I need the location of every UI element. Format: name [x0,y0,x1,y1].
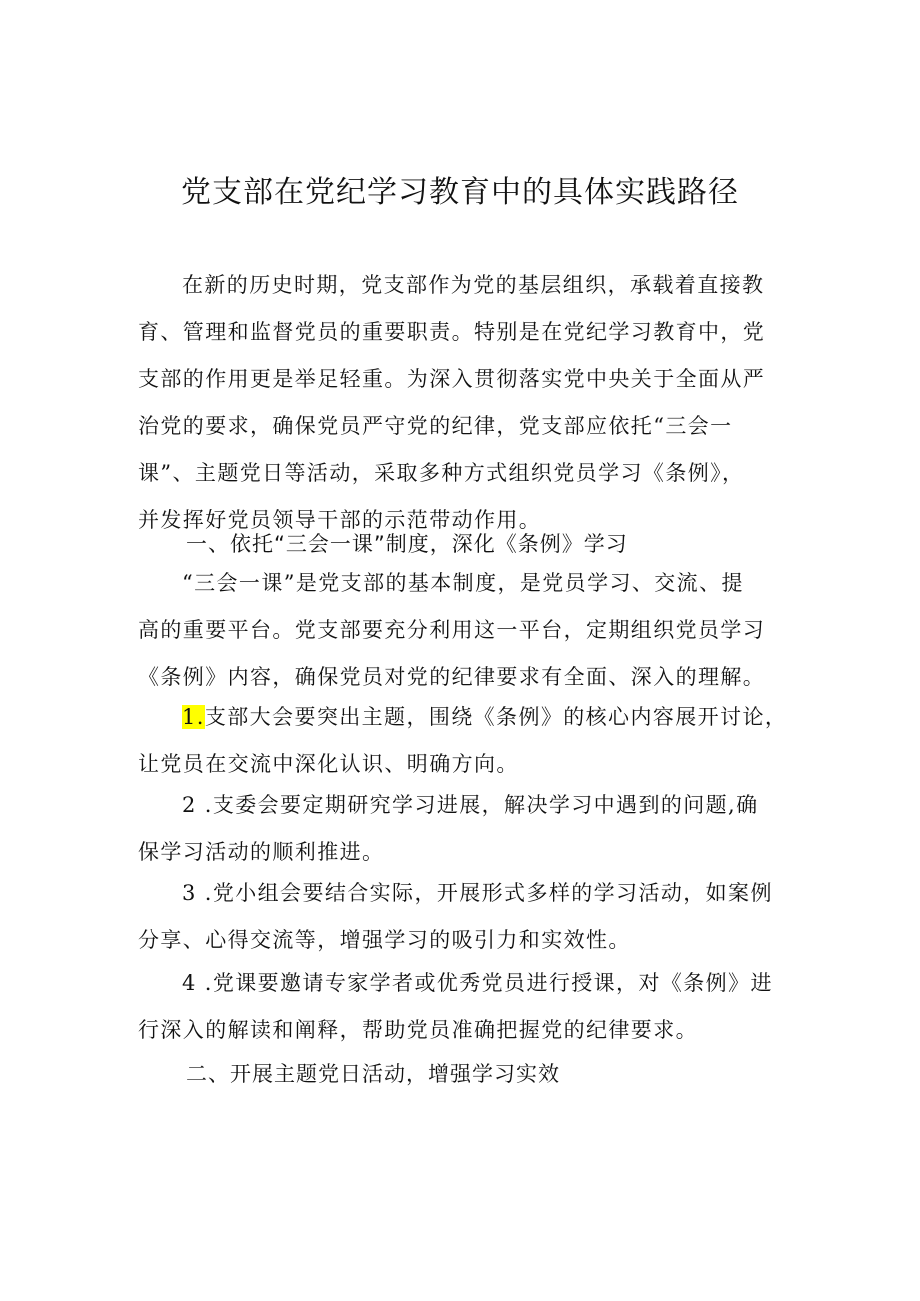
section1-intro-line: 《条例》内容，确保党员对党的纪律要求有全面、深入的理解。 [138,665,766,689]
list-item-2-number: 2 [182,793,197,817]
list-item-2-line2: 保学习活动的顺利推进。 [138,840,385,864]
document-title: 党支部在党纪学习教育中的具体实践路径 [181,175,739,210]
intro-line: 并发挥好党员领导干部的示范带动作用。 [138,508,542,532]
intro-line: 支部的作用更是举足轻重。为深入贯彻落实党中央关于全面从严 [138,367,766,391]
list-item-3-line2: 分享、心得交流等，增强学习的吸引力和实效性。 [138,928,631,952]
list-item-1-text: 支部大会要突出主题，围绕《条例》的核心内容展开讨论， [204,705,788,729]
intro-line: 课”、主题党日等活动，采取多种方式组织党员学习《条例》， [138,461,745,485]
list-item-1-line2: 让党员在交流中深化认识、明确方向。 [138,752,519,776]
section2-heading: 二、开展主题党日活动，增强学习实效 [186,1062,560,1086]
intro-line: 治党的要求，确保党员严守党的纪律，党支部应依托“三会一 [138,414,733,438]
list-item-4-text: .党课要邀请专家学者或优秀党员进行授课，对《条例》进 [204,971,773,995]
list-item-2 [138,782,790,876]
list-item-4-line2: 行深入的解读和阐释，帮助党员准确把握党的纪律要求。 [138,1018,698,1042]
list-item-2-line1 [138,782,790,829]
section1-intro-line: 高的重要平台。党支部要充分利用这一平台，定期组织党员学习 [138,618,766,642]
list-item-3-line1 [138,870,790,917]
section1-heading: 一、依托“三会一课”制度，深化《条例》学习 [186,532,628,556]
list-item-2-text: .支委会要定期研究学习进展，解决学习中遇到的问题,确 [204,793,759,817]
section1-intro-line: “三会一课”是党支部的基本制度，是党员学习、交流、提 [182,571,744,595]
list-item-1 [138,694,790,788]
section1-intro-paragraph [138,560,790,701]
list-item-4-line1 [138,960,790,1007]
list-item-3-number: 3 [182,881,197,905]
list-item-1-number: 1. [182,705,205,729]
list-item-1-line1 [138,694,790,741]
intro-line: 在新的历史时期，党支部作为党的基层组织，承载着直接教 [182,273,765,297]
list-item-4-number: 4 [182,971,197,995]
intro-paragraph [138,262,790,544]
list-item-4 [138,960,790,1054]
list-item-3-text: .党小组会要结合实际，开展形式多样的学习活动，如案例 [204,881,773,905]
intro-line: 育、管理和监督党员的重要职责。特别是在党纪学习教育中，党 [138,320,766,344]
list-item-3 [138,870,790,964]
